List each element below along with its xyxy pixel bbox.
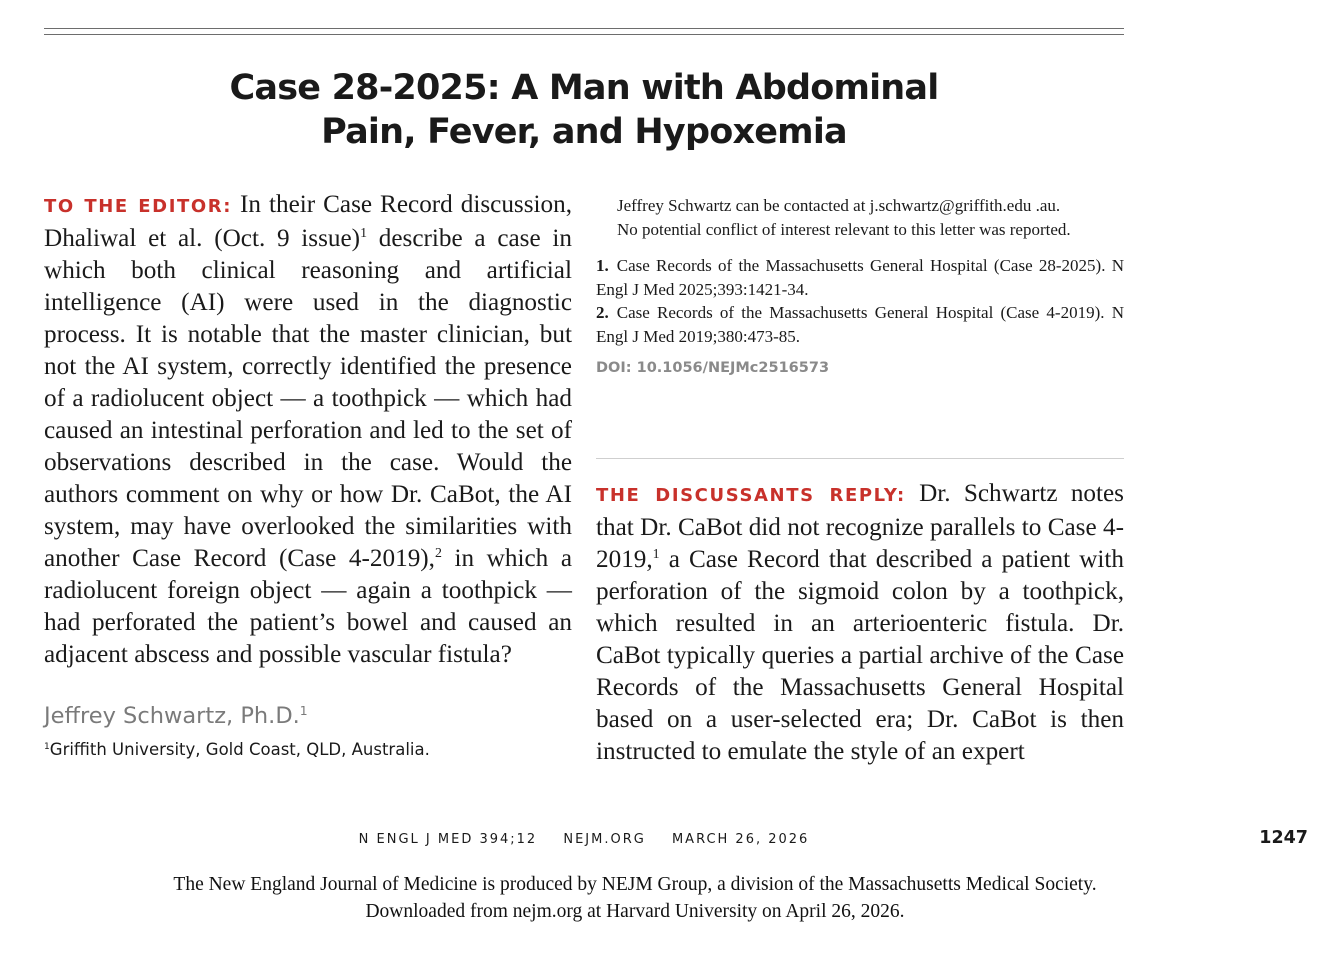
letter-body xyxy=(44,189,572,671)
affiliation-text: Griffith University, Gold Coast, QLD, Australia. xyxy=(49,740,430,759)
section-divider xyxy=(596,458,1124,459)
reply-text-b: a Case Record that described a patient with perforation of the sigmoid colon by a toothpick, which resulted in an arterioenteric fistula. Dr. CaBot typically queries a partial archive of the Case Records of the Massachusetts General Hospital based on a user-selected era; Dr. CaBot is then instructed to emulate the style of an expert xyxy=(596,546,1124,765)
footer-journal: N ENGL J MED 394;12 xyxy=(358,832,538,847)
download-notice xyxy=(0,871,1270,925)
reference-list xyxy=(596,254,1124,348)
reference-item xyxy=(596,301,1124,348)
top-rule xyxy=(44,28,1124,29)
reference-text: Case Records of the Massachusetts General Hospital (Case 28-2025). N Engl J Med 2025;393:1421-34. xyxy=(596,256,1124,299)
letter-text-c: in which a radiolucent foreign object — again a toothpick — had perforated the patient’s bowel and caused an adjacent abscess and possible vascular fistula? xyxy=(44,545,572,668)
footer-site: NEJM.ORG xyxy=(563,832,646,847)
article-title xyxy=(44,66,1124,154)
reply-label: THE DISCUSSANTS REPLY: xyxy=(596,485,906,506)
author-name xyxy=(44,703,308,729)
title-line-1: Case 28-2025: A Man with Abdominal xyxy=(229,68,939,108)
title-line-2: Pain, Fever, and Hypoxemia xyxy=(321,112,847,152)
reference-number: 1. xyxy=(596,256,609,275)
reference-item xyxy=(596,254,1124,301)
letter-notes xyxy=(596,194,1124,381)
reply-ref-1: 1 xyxy=(652,546,660,561)
top-rule-secondary xyxy=(44,34,1124,35)
contact-note: Jeffrey Schwartz can be contacted at j.schwartz@griffith.edu .au. xyxy=(617,196,1061,215)
reference-text: Case Records of the Massachusetts General Hospital (Case 4-2019). N Engl J Med 2019;380:473-85. xyxy=(596,303,1124,346)
letter-label: TO THE EDITOR: xyxy=(44,196,233,217)
letter-ref-1: 1 xyxy=(360,225,368,240)
doi-link[interactable]: DOI: 10.1056/NEJMc2516573 xyxy=(596,360,830,376)
author-affiliation xyxy=(44,740,430,759)
letter-text-b: describe a case in which both clinical reasoning and artificial intelligence (AI) were used in the diagnostic process. It is notable that the master clinician, but not the AI system, correctly identified the presence of a radiolucent object — a toothpick — which had caused an intestinal perforation and led to the set of observations described in the case. Would the authors comment on why or how Dr. CaBot, the AI system, may have overlooked the similarities with another Case Record (Case 4-2019), xyxy=(44,225,572,572)
reply-text-a: Dr. Schwartz notes that Dr. CaBot did not recognize parallels to Case 4-2019, xyxy=(596,480,1124,573)
conflict-note: No potential conflict of interest relevant to this letter was reported. xyxy=(617,219,1071,239)
author-affiliation-ref: 1 xyxy=(299,703,308,718)
download-notice-line-2: Downloaded from nejm.org at Harvard University on April 26, 2026. xyxy=(365,901,905,922)
author-name-text: Jeffrey Schwartz, Ph.D. xyxy=(44,703,300,729)
reference-number: 2. xyxy=(596,303,609,322)
reply-body xyxy=(596,478,1124,768)
running-footer xyxy=(44,832,1124,847)
letter-ref-2: 2 xyxy=(434,545,442,560)
download-notice-line-1: The New England Journal of Medicine is produced by NEJM Group, a division of the Massachusetts Medical Society. xyxy=(173,874,1097,895)
page-number: 1247 xyxy=(1259,828,1308,848)
affiliation-number: 1 xyxy=(44,742,50,753)
footer-date: MARCH 26, 2026 xyxy=(671,832,810,847)
letter-text-a: In their Case Record discussion, Dhaliwal et al. (Oct. 9 issue) xyxy=(44,191,572,252)
